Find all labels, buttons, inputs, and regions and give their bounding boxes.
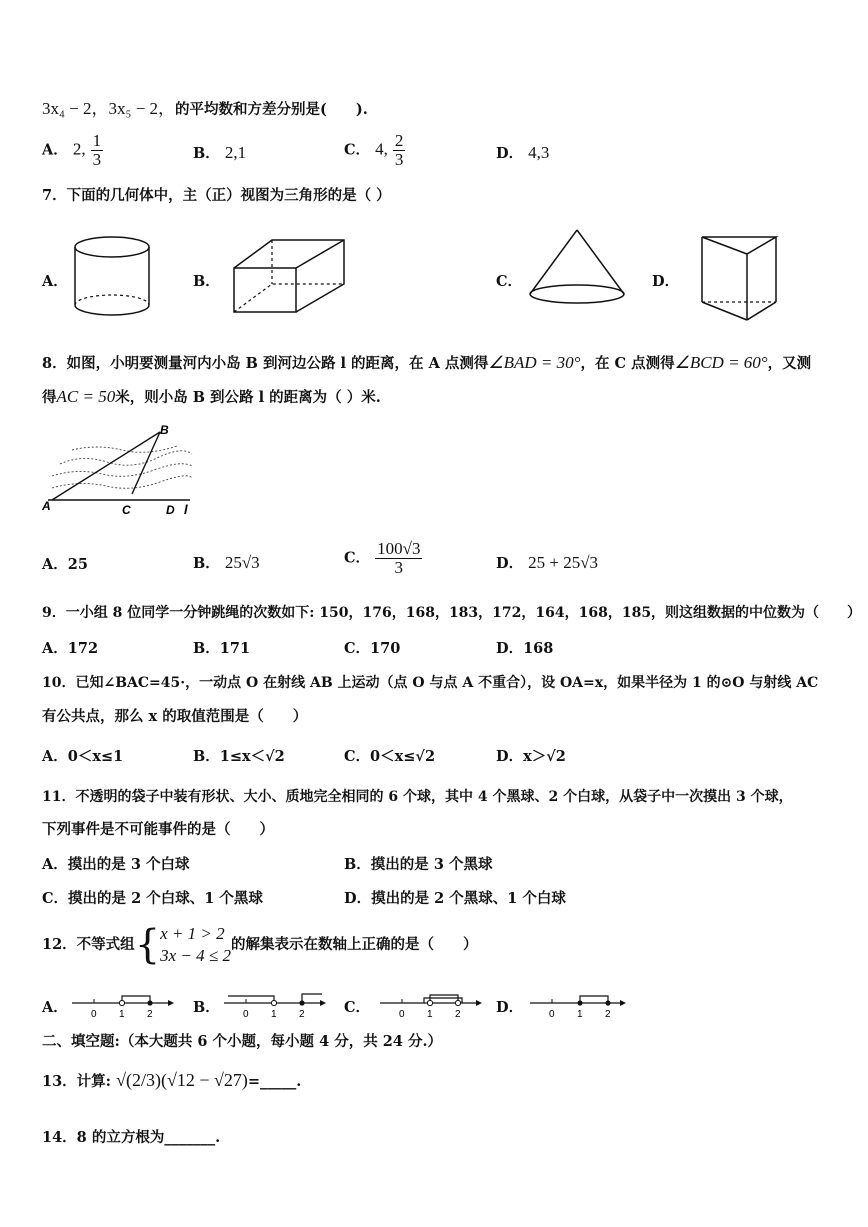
q6-expression: 3x₄ − 2，3x₅ − 2，	[42, 99, 176, 118]
q11-stem-line2: 下列事件是不可能事件的是（ ）	[42, 821, 274, 838]
q12-option-d-label[interactable]: D．	[496, 999, 524, 1016]
q11-option-b[interactable]: B．摸出的是 3 个黑球	[344, 856, 493, 873]
q10-option-b[interactable]: B．1≤x＜√2	[193, 748, 285, 765]
svg-text:2: 2	[605, 1009, 611, 1020]
svg-text:0: 0	[549, 1009, 555, 1020]
q13-label: 13．计算:	[42, 1073, 112, 1090]
q9-option-a[interactable]: A．172	[42, 640, 99, 657]
q6-option-b[interactable]: B． 2,1	[193, 143, 247, 162]
q12-inequality-system: x + 1 > 2 3x − 4 ≤ 2	[160, 923, 231, 965]
svg-text:2: 2	[299, 1009, 305, 1020]
q13-expression: √(2/3)(√12 − √27)	[116, 1070, 248, 1090]
svg-text:2: 2	[455, 1009, 461, 1020]
q11-option-c[interactable]: C．摸出的是 2 个白球、1 个黑球	[42, 890, 263, 907]
q6-stem	[42, 94, 368, 119]
q12-number-line-b	[222, 993, 327, 1019]
q9-stem: 9．一小组 8 位同学一分钟跳绳的次数如下: 150，176，168，183，172，164，168，185，则这组数据的中位数为（ ）	[42, 605, 862, 621]
svg-text:1: 1	[427, 1009, 433, 1020]
section2-title: 二、填空题:（本大题共 6 个小题，每小题 4 分，共 24 分.）	[42, 1033, 443, 1050]
q8-option-a[interactable]: A．25	[42, 556, 88, 573]
q11-option-a[interactable]: A．摸出的是 3 个白球	[42, 856, 190, 873]
q10-stem-line1: 10．已知∠BAC=45·，一动点 O 在射线 AB 上运动（点 O 与点 A 不重合），设 OA=x，如果半径为 1 的⊙O 与射线 AC	[42, 675, 819, 691]
q6-fraction-a: $\frac{1}{3}$	[92, 131, 102, 169]
q10-stem-line2: 有公共点，那么 x 的取值范围是（ ）	[42, 708, 308, 725]
q12-stem: 12．不等式组{ x + 1 > 2 3x − 4 ≤ 2 的解集表示在数轴上正确的是（ ）	[42, 922, 478, 968]
q13-line	[42, 1070, 301, 1091]
q11-stem-line1: 11．不透明的袋子中装有形状、大小、质地完全相同的 6 个球，其中 4 个黑球、2 个白球，从袋子中一次摸出 3 个球，	[42, 789, 793, 805]
q8-label-l: l	[184, 502, 188, 517]
triangular-prism-figure	[699, 234, 781, 324]
q12-number-line-c	[378, 993, 483, 1019]
q12-option-a-label[interactable]: A．	[42, 999, 68, 1016]
q12-brace: {	[134, 922, 161, 968]
q8-fraction-c: $\frac{100√3}{3}$	[377, 539, 421, 577]
svg-text:1: 1	[119, 1009, 125, 1020]
svg-text:0: 0	[243, 1009, 249, 1020]
q7-option-a-label[interactable]: A．	[42, 273, 68, 290]
q6-fraction-c: $\frac{2}{3}$	[394, 131, 404, 169]
q10-option-a[interactable]: A．0＜x≤1	[42, 748, 124, 765]
q8-river-figure	[42, 422, 202, 520]
q13-blank: =_____.	[247, 1073, 302, 1090]
q11-option-d[interactable]: D．摸出的是 2 个黑球、1 个白球	[344, 890, 566, 907]
svg-text:0: 0	[399, 1009, 405, 1020]
q8-option-c[interactable]: C． $\frac{100√3}{3}$	[344, 539, 421, 577]
cylinder-figure	[72, 235, 154, 317]
q6-option-a[interactable]: A． 2, $\frac{1}{3}$	[42, 131, 102, 169]
q10-option-d[interactable]: D．x＞√2	[496, 748, 566, 765]
svg-text:1: 1	[271, 1009, 277, 1020]
q7-option-c-label[interactable]: C．	[496, 273, 523, 290]
q7-option-b-label[interactable]: B．	[193, 273, 220, 290]
q12-number-line-a	[70, 993, 175, 1019]
q8-option-b[interactable]: B． 25√3	[193, 553, 260, 572]
cuboid-figure	[232, 238, 350, 316]
q8-option-d[interactable]: D． 25 + 25√3	[496, 553, 599, 572]
q12-option-c-label[interactable]: C．	[344, 999, 371, 1016]
q8-label-d: D	[166, 503, 175, 517]
q7-stem: 7．下面的几何体中，主（正）视图为三角形的是（ ）	[42, 187, 391, 204]
q8-label-a: A	[42, 499, 51, 513]
q9-option-b[interactable]: B．171	[193, 640, 251, 657]
q6-option-d[interactable]: D． 4,3	[496, 143, 550, 162]
q8-stem-line2: 得AC = 50米，则小岛 B 到公路 l 的距离为（ ）米.	[42, 387, 381, 406]
cone-figure	[527, 228, 627, 308]
q12-number-line-d	[528, 993, 633, 1019]
svg-text:0: 0	[91, 1009, 97, 1020]
q9-option-c[interactable]: C．170	[344, 640, 401, 657]
q7-option-d-label[interactable]: D．	[652, 273, 680, 290]
q6-stem-tail: 的平均数和方差分别是( ).	[175, 101, 368, 118]
q9-option-d[interactable]: D．168	[496, 640, 554, 657]
svg-text:1: 1	[577, 1009, 583, 1020]
q10-option-c[interactable]: C．0＜x≤√2	[344, 748, 436, 765]
q8-label-b: B	[160, 423, 169, 437]
q8-stem-line1: 8．如图，小明要测量河内小岛 B 到河边公路 l 的距离，在 A 点测得∠BAD = 30°，在 C 点测得∠BCD = 60°，又测	[42, 353, 812, 372]
q6-option-c[interactable]: C． 4, $\frac{2}{3}$	[344, 131, 404, 169]
q8-label-c: C	[122, 503, 131, 517]
q12-option-b-label[interactable]: B．	[193, 999, 220, 1016]
q14-line: 14．8 的立方根为_______.	[42, 1129, 221, 1146]
svg-text:2: 2	[147, 1009, 153, 1020]
